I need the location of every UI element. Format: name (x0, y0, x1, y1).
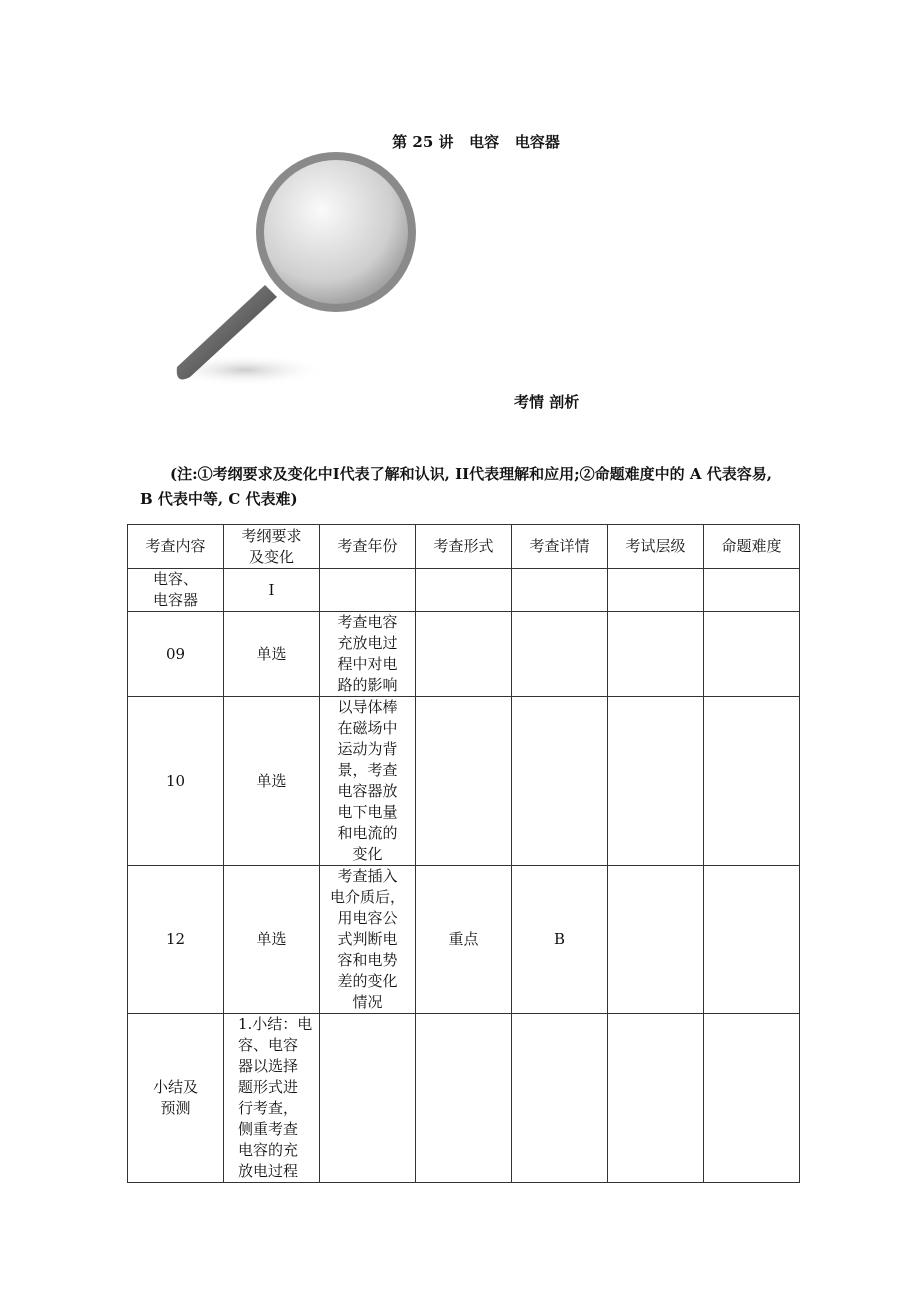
cell: 单选 (224, 866, 320, 1014)
cell (512, 697, 608, 866)
cell (416, 1014, 512, 1183)
cell: 电容、 电容器 (128, 569, 224, 612)
cell: 重点 (416, 866, 512, 1014)
section-heading: 考情 剖析 (514, 393, 580, 411)
cell: B (512, 866, 608, 1014)
cell (608, 612, 704, 697)
table-row (128, 697, 800, 866)
cell (512, 1014, 608, 1183)
cell (320, 569, 416, 612)
page-title: 第 25 讲 电容 电容器 (392, 133, 560, 151)
cell (704, 697, 800, 866)
cell (416, 697, 512, 866)
cell (512, 612, 608, 697)
cell (608, 866, 704, 1014)
cell (416, 569, 512, 612)
header-cell: 考查年份 (320, 525, 416, 569)
table-row (128, 1014, 800, 1183)
cell: 1.小结：电 容、电容 器以选择 题形式进 行考查， 侧重考查 电容的充 放电过程 (224, 1014, 320, 1183)
cell: 单选 (224, 697, 320, 866)
header-cell: 考试层级 (608, 525, 704, 569)
cell: 小结及 预测 (128, 1014, 224, 1183)
cell (608, 697, 704, 866)
cell (704, 866, 800, 1014)
cell (416, 612, 512, 697)
cell: 09 (128, 612, 224, 697)
table-header-row (128, 525, 800, 569)
cell: 考查插入 电介质后， 用电容公 式判断电 容和电势 差的变化 情况 (320, 866, 416, 1014)
cell (512, 569, 608, 612)
header-cell: 考查详情 (512, 525, 608, 569)
cell (608, 1014, 704, 1183)
table-row (128, 866, 800, 1014)
cell (704, 612, 800, 697)
cell (704, 569, 800, 612)
table-row (128, 612, 800, 697)
cell: Ⅰ (224, 569, 320, 612)
note-paragraph: (注:①考纲要求及变化中I代表了解和认识, II代表理解和应用;②命题难度中的 A 代表容易, B 代表中等, C 代表难) (140, 465, 772, 508)
header-cell: 考查内容 (128, 525, 224, 569)
magnifying-glass-icon (165, 145, 425, 390)
cell (608, 569, 704, 612)
exam-analysis-table (127, 524, 800, 1183)
cell: 单选 (224, 612, 320, 697)
cell: 10 (128, 697, 224, 866)
cell: 以导体棒 在磁场中 运动为背 景，考查 电容器放 电下电量 和电流的 变化 (320, 697, 416, 866)
cell: 考查电容 充放电过 程中对电 路的影响 (320, 612, 416, 697)
header-cell: 考纲要求 及变化 (224, 525, 320, 569)
header-cell: 命题难度 (704, 525, 800, 569)
cell: 12 (128, 866, 224, 1014)
cell (320, 1014, 416, 1183)
table-row (128, 569, 800, 612)
header-cell: 考查形式 (416, 525, 512, 569)
cell (704, 1014, 800, 1183)
